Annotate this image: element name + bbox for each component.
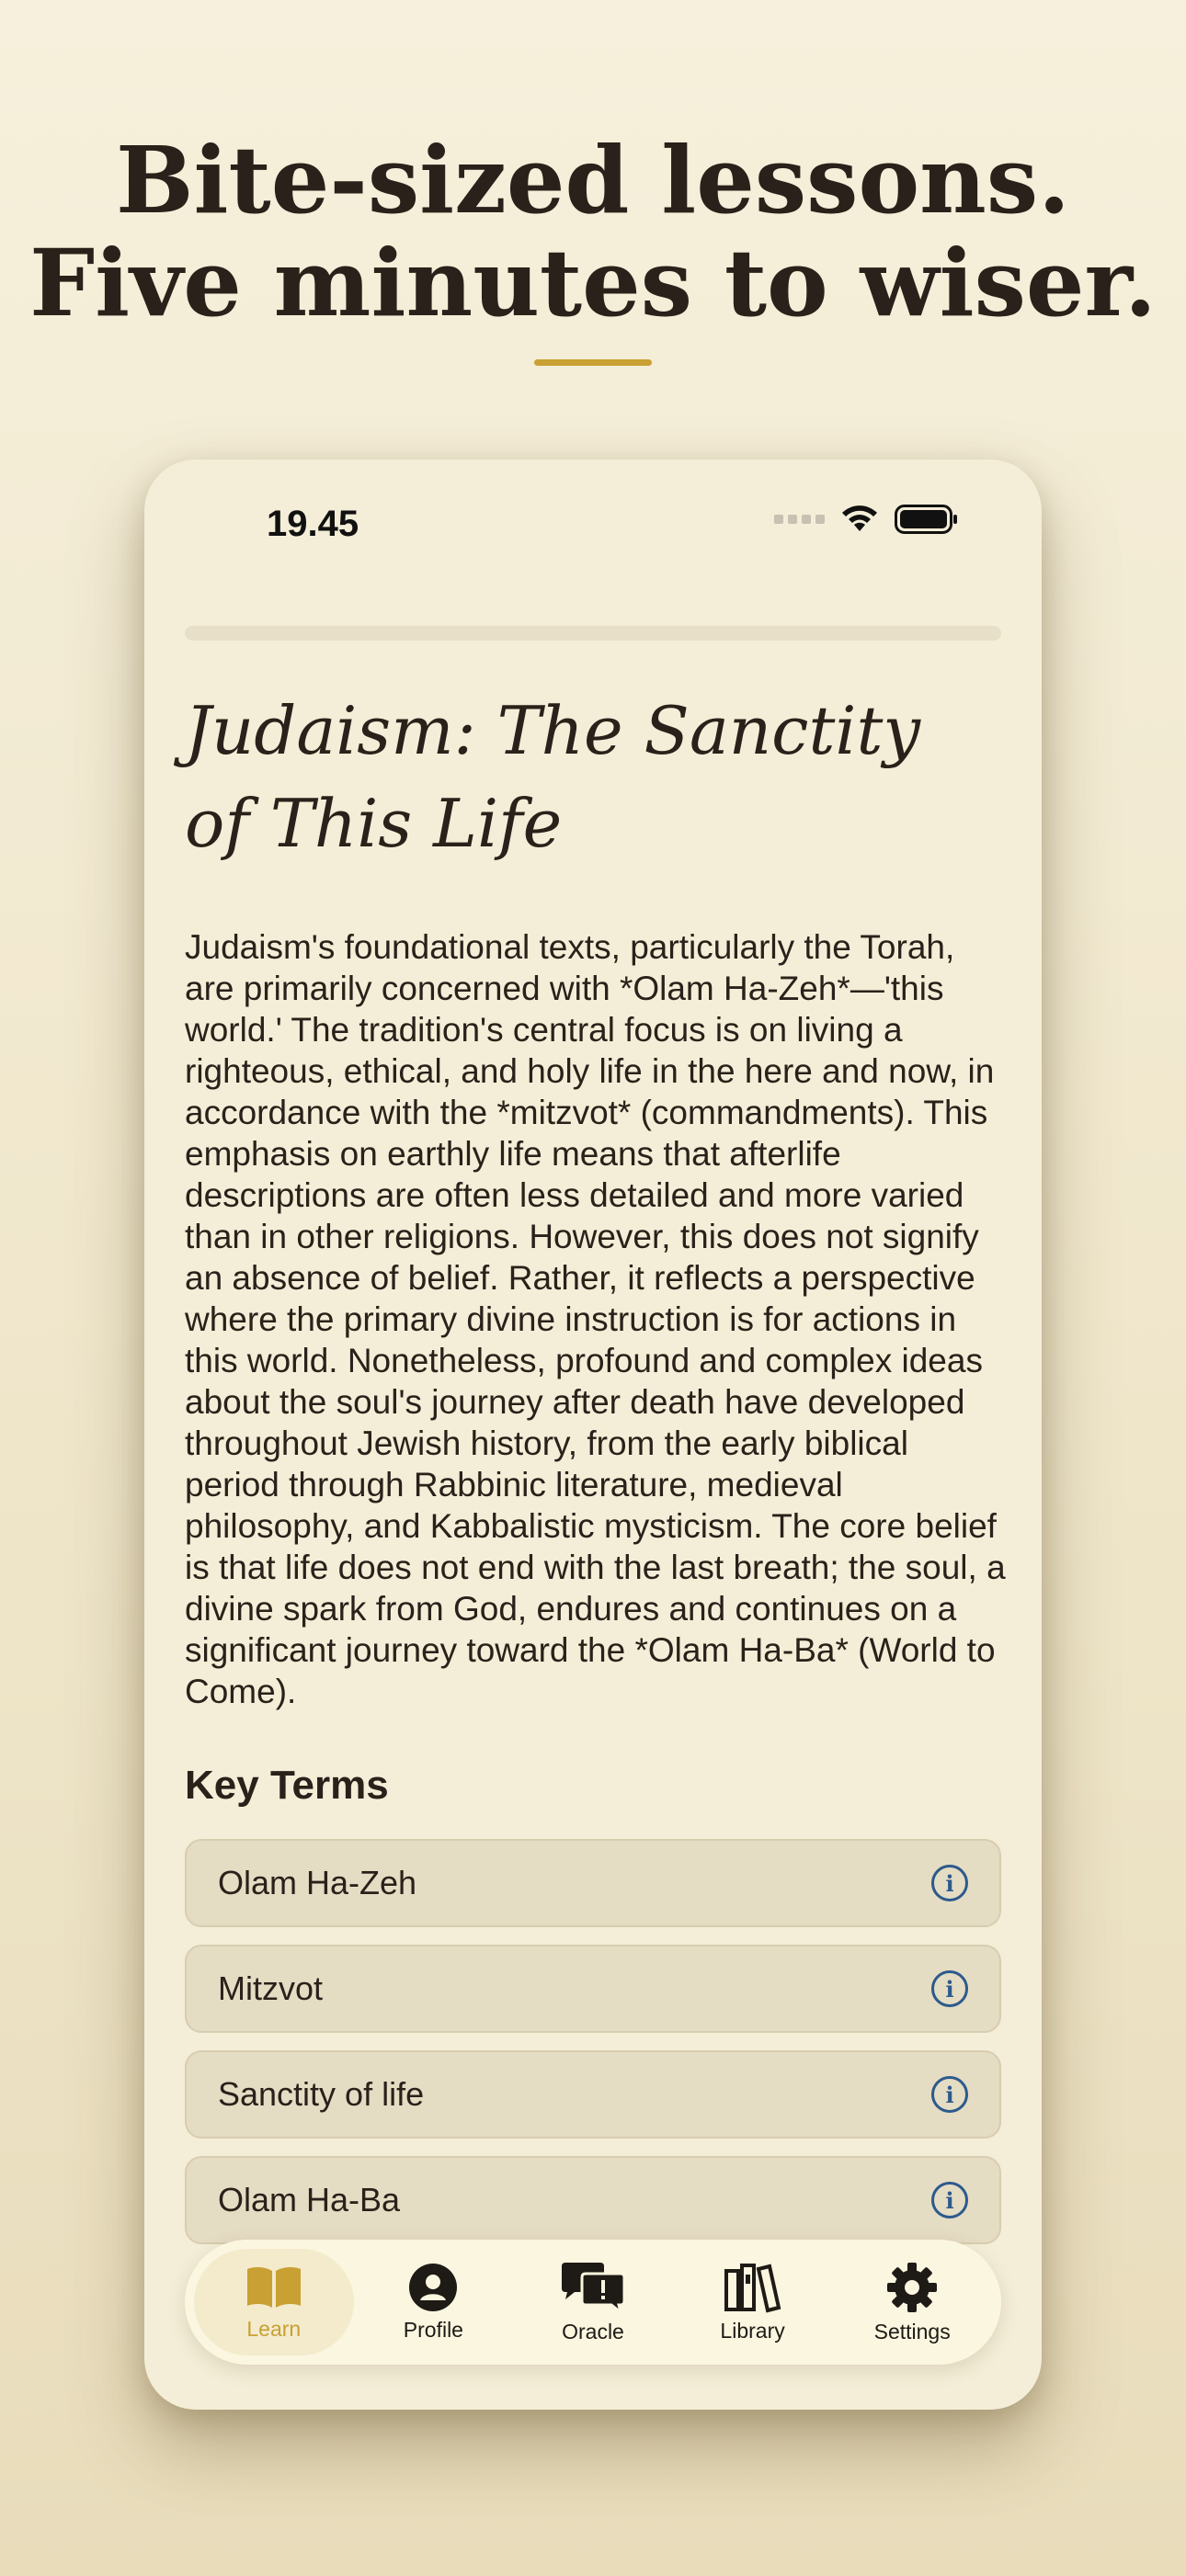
tab-label: Oracle	[562, 2319, 624, 2343]
headline-line-2: Five minutes to wiser.	[29, 229, 1157, 337]
tab-learn[interactable]	[194, 2249, 354, 2355]
lesson-body: Judaism's foundational texts, particularly the Torah, are primarily concerned with *Olam Ha-Zeh*—'this world.' The tradition's central focus is on living a righteous, ethical, and holy life in the here and now, in accordance with the *mitzvot* (commandments). This emphasis on earthly life means that afterlife descriptions are often less detailed and more varied than in other religions. However, this does not signify an absence of belief. Rather, it reflects a perspective where the primary divine instruction is for actions in this world. Nonetheless, profound and complex ideas about the soul's journey after death have developed throughout Jewish history, from the early biblical period through Rabbinic literature, medieval philosophy, and Kabbalistic mysticism. The core belief is that life does not end with the last breath; the soul, a divine spark from God, endures and continues on a significant journey toward the *Olam Ha-Ba* (World to Come).	[185, 928, 1006, 1710]
info-icon[interactable]: i	[931, 1865, 968, 1901]
info-icon[interactable]: i	[931, 2076, 968, 2113]
key-term-label: Sanctity of life	[218, 2075, 425, 2113]
lesson-title: Judaism: The Sanctity of This Life	[185, 692, 921, 862]
battery-icon	[895, 505, 959, 534]
wifi-icon	[839, 504, 880, 535]
key-term-label: Olam Ha-Ba	[218, 2181, 401, 2219]
headline-line-1: Bite-sized lessons.	[116, 126, 1070, 234]
key-term-label: Mitzvot	[218, 1969, 324, 2007]
key-terms-list	[185, 1839, 1001, 2262]
person-icon	[408, 2263, 458, 2312]
key-term-mitzvot[interactable]	[185, 1945, 1001, 2033]
phone-screen	[144, 460, 1042, 2410]
key-term-olam-ha-zeh[interactable]	[185, 1839, 1001, 1927]
status-icons	[774, 504, 959, 535]
marketing-headline	[0, 126, 1186, 337]
tab-label: Library	[720, 2318, 785, 2343]
tab-label: Profile	[403, 2317, 463, 2342]
key-term-olam-ha-ba[interactable]	[185, 2156, 1001, 2244]
status-time: 19.45	[267, 504, 359, 544]
info-icon[interactable]: i	[931, 1970, 968, 2007]
tab-settings[interactable]	[832, 2249, 992, 2355]
headline-underline	[534, 359, 652, 366]
key-term-label: Olam Ha-Zeh	[218, 1864, 417, 1901]
book-icon	[245, 2264, 303, 2311]
tab-label: Settings	[873, 2319, 951, 2343]
books-icon	[724, 2262, 782, 2313]
key-term-sanctity-of-life[interactable]	[185, 2050, 1001, 2139]
tab-profile[interactable]	[354, 2249, 514, 2355]
lesson-progress-bar	[185, 626, 1001, 641]
key-terms-heading: Key Terms	[185, 1763, 389, 1808]
chat-bubbles-icon	[560, 2261, 626, 2314]
tab-label: Learn	[246, 2316, 302, 2341]
bottom-tab-bar	[185, 2240, 1001, 2365]
gear-icon	[885, 2261, 939, 2314]
cellular-signal-icon	[774, 515, 825, 524]
tab-library[interactable]	[673, 2249, 833, 2355]
lesson-progress-fill	[185, 626, 1001, 641]
tab-oracle[interactable]	[513, 2249, 673, 2355]
info-icon[interactable]: i	[931, 2182, 968, 2219]
